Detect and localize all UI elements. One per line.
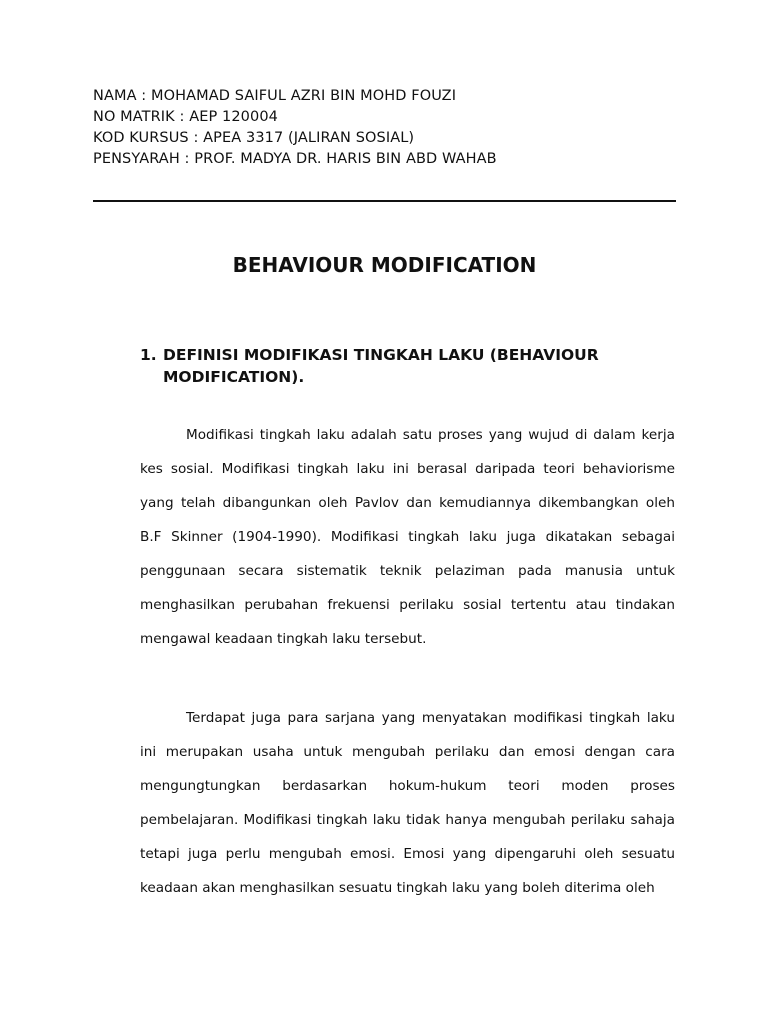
paragraph-2: Terdapat juga para sarjana yang menyatakan modifikasi tingkah laku ini merupakan usaha untuk mengubah perilaku dan emosi dengan cara mengungtungkan berdasarkan hokum-hukum teori moden proses pembelajaran. Modifikasi tingkah laku tidak hanya mengubah perilaku sahaja tetapi juga perlu mengubah emosi. Emosi yang dipengaruhi oleh sesuatu keadaan akan menghasilkan sesuatu tingkah laku yang boleh diterima oleh — [140, 710, 675, 896]
course-code: KOD KURSUS : APEA 3317 (JALIRAN SOSIAL) — [93, 130, 415, 146]
student-name: NAMA : MOHAMAD SAIFUL AZRI BIN MOHD FOUZI — [93, 88, 457, 104]
lecturer-name: PENSYARAH : PROF. MADYA DR. HARIS BIN ABD WAHAB — [93, 151, 497, 167]
section-heading — [140, 344, 685, 388]
section-number: 1. — [140, 346, 157, 364]
header-divider — [93, 200, 676, 202]
student-info-header — [93, 86, 693, 170]
section-heading-text: DEFINISI MODIFIKASI TINGKAH LAKU (BEHAVIOUR MODIFICATION). — [163, 346, 599, 386]
document-title: BEHAVIOUR MODIFICATION — [232, 253, 537, 277]
paragraph-1: Modifikasi tingkah laku adalah satu proses yang wujud di dalam kerja kes sosial. Modifikasi tingkah laku ini berasal daripada teori behaviorisme yang telah dibangunkan oleh Pavlov dan kemudiannya dikembangkan oleh B.F Skinner (1904-1990). Modifikasi tingkah laku juga dikatakan sebagai penggunaan secara sistematik teknik pelaziman pada manusia untuk menghasilkan perubahan frekuensi perilaku sosial tertentu atau tindakan mengawal keadaan tingkah laku tersebut. — [140, 427, 675, 647]
matric-number: NO MATRIK : AEP 120004 — [93, 109, 278, 125]
